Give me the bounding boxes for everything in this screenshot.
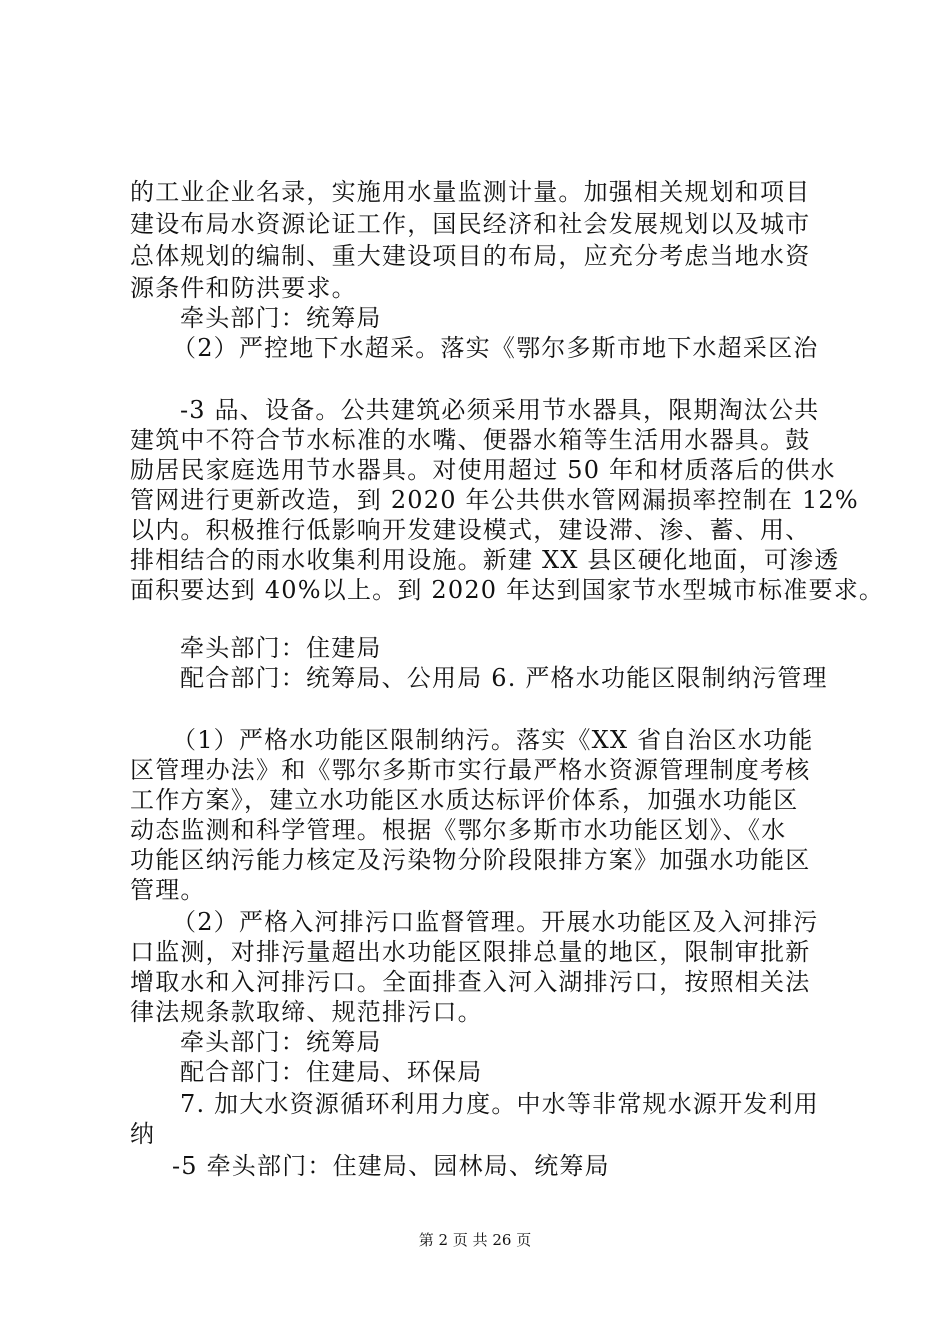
text-line: 面积要达到 40%以上。到 2020 年达到国家节水型城市标准要求。 — [130, 576, 885, 604]
text-line: 排相结合的雨水收集利用设施。新建 XX 县区硬化地面，可渗透 — [130, 546, 840, 574]
page-number-footer: 第 2 页 共 26 页 — [418, 1231, 532, 1249]
text-line: 建筑中不符合节水标准的水嘴、便器水箱等生活用水器具。鼓 — [130, 426, 811, 454]
text-line: 以内。积极推行低影响开发建设模式，建设滞、渗、蓄、用、 — [130, 516, 811, 544]
text-line: 工作方案》，建立水功能区水质达标评价体系，加强水功能区 — [130, 786, 799, 814]
text-line: 管理。 — [130, 876, 206, 904]
text-line: 配合部门：统筹局、公用局 6. 严格水功能区限制纳污管理 — [180, 664, 828, 692]
text-line: 增取水和入河排污口。全面排查入河入湖排污口，按照相关法 — [130, 968, 811, 996]
text-line: 律法规条款取缔、规范排污口。 — [130, 998, 483, 1026]
text-line: （1）严格水功能区限制纳污。落实《XX 省自治区水功能 — [172, 726, 814, 754]
text-line: 牵头部门：住建局 — [180, 634, 382, 662]
text-line: 口监测，对排污量超出水功能区限排总量的地区，限制审批新 — [130, 938, 811, 966]
text-line: 区管理办法》和《鄂尔多斯市实行最严格水资源管理制度考核 — [130, 756, 811, 784]
text-line: 纳 — [130, 1120, 156, 1148]
text-line: 牵头部门：统筹局 — [180, 304, 382, 332]
text-line: （2）严控地下水超采。落实《鄂尔多斯市地下水超采区治 — [172, 334, 819, 362]
text-line: 管网进行更新改造，到 2020 年公共供水管网漏损率控制在 12% — [130, 486, 859, 514]
text-line: -3 品、设备。公共建筑必须采用节水器具，限期淘汰公共 — [180, 396, 820, 424]
text-line: 7. 加大水资源循环利用力度。中水等非常规水源开发利用 — [180, 1090, 819, 1118]
text-line: 源条件和防洪要求。 — [130, 274, 357, 302]
text-line: 的工业企业名录，实施用水量监测计量。加强相关规划和项目 — [130, 178, 811, 206]
text-line: 牵头部门：统筹局 — [180, 1028, 382, 1056]
text-line: 励居民家庭选用节水器具。对使用超过 50 年和材质落后的供水 — [130, 456, 836, 484]
text-line: 功能区纳污能力核定及污染物分阶段限排方案》加强水功能区 — [130, 846, 811, 874]
text-line: 建设布局水资源论证工作，国民经济和社会发展规划以及城市 — [130, 210, 811, 238]
text-line: 配合部门：住建局、环保局 — [180, 1058, 483, 1086]
text-line: 总体规划的编制、重大建设项目的布局，应充分考虑当地水资 — [130, 242, 811, 270]
text-line: 动态监测和科学管理。根据《鄂尔多斯市水功能区划》、《水 — [130, 816, 787, 844]
text-line: （2）严格入河排污口监督管理。开展水功能区及入河排污 — [172, 908, 819, 936]
text-line: -5 牵头部门：住建局、园林局、统筹局 — [172, 1152, 610, 1180]
